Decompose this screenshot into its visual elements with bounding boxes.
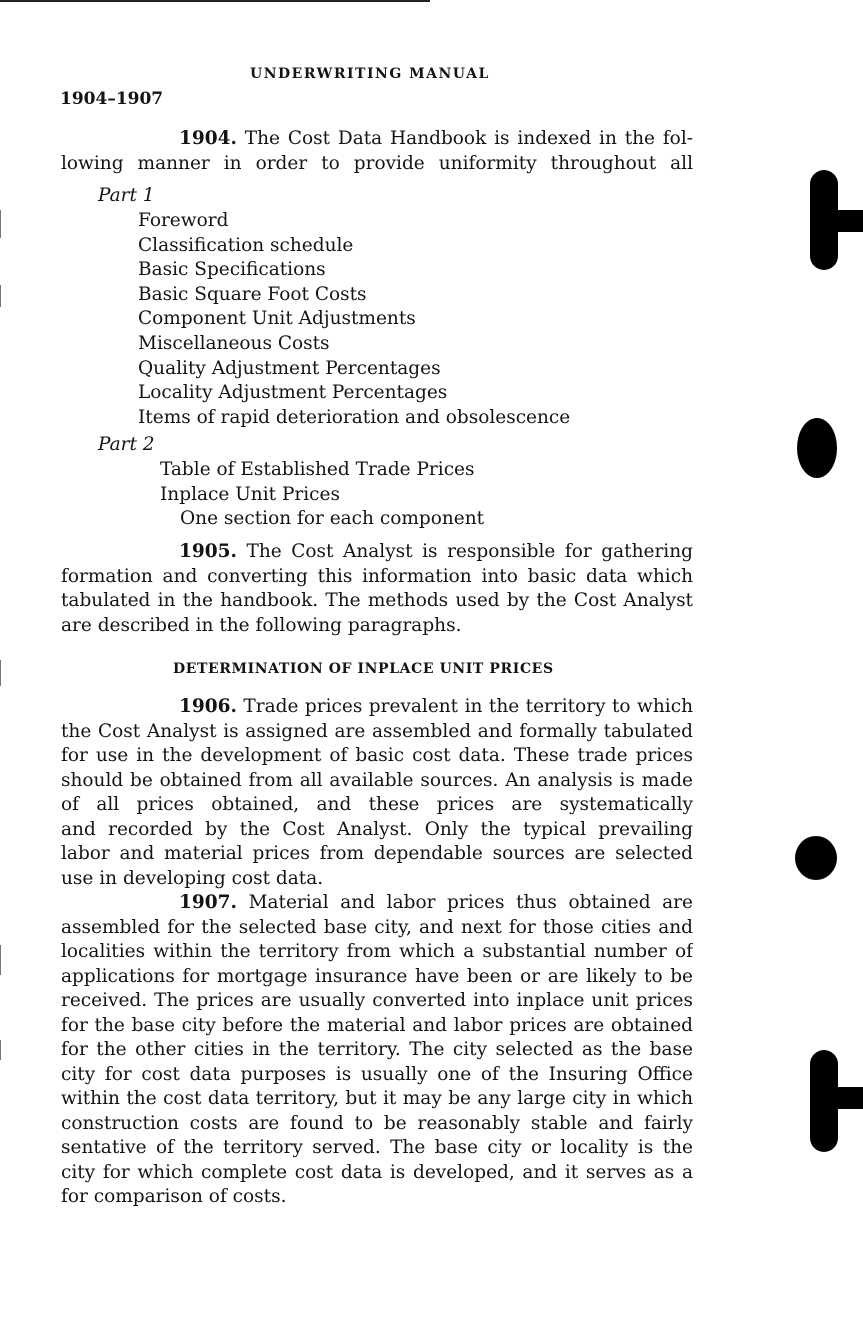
paragraph-line: labor and material prices from dependable sources are selected	[61, 843, 693, 864]
paragraph-line: for use in the development of basic cost data. These trade prices	[61, 745, 693, 766]
paragraph-number: 1905.	[179, 541, 237, 562]
paragraph-line: received. The prices are usually converted into inplace unit prices	[61, 990, 693, 1011]
edge-mark	[0, 210, 1, 238]
list-item: Component Unit Adjustments	[138, 308, 416, 330]
paragraph-line: of all prices obtained, and these prices are systematically	[61, 794, 693, 815]
list-item: Miscellaneous Costs	[138, 332, 330, 354]
list-item: Basic Specifications	[138, 259, 326, 281]
edge-mark	[0, 285, 1, 307]
list-item: Table of Established Trade Prices	[160, 459, 475, 480]
edge-mark	[0, 1040, 1, 1060]
list-item: Classification schedule	[138, 234, 354, 256]
punch-hole-round	[795, 836, 837, 880]
edge-mark	[0, 945, 1, 975]
paragraph-line: formation and converting this information into basic data which	[61, 565, 693, 587]
edge-mark	[0, 660, 1, 686]
list-item: Items of rapid deterioration and obsolescence	[138, 406, 571, 428]
list-subitem: One section for each component	[180, 508, 485, 530]
part-2-list	[160, 458, 484, 532]
section-range: 1904–1907	[60, 89, 164, 109]
paragraph-number: 1906.	[179, 696, 237, 717]
paragraph-1904	[61, 127, 693, 176]
paragraph-line: for the base city before the material and labor prices are obtained	[61, 1014, 693, 1036]
paragraph-number: 1907.	[179, 892, 237, 913]
paragraph-line: city for cost data purposes is usually one of the Insuring Office	[61, 1063, 693, 1085]
paragraph-line: should be obtained from all available sources. An analysis is made	[61, 769, 693, 791]
paragraph-line: for the other cities in the territory. The city selected as the base	[61, 1039, 693, 1060]
paragraph-line: are described in the following paragraphs.	[61, 614, 462, 636]
list-item: Basic Square Foot Costs	[138, 283, 367, 305]
list-item: Foreword	[138, 210, 229, 231]
paragraph-line: use in developing cost data.	[61, 867, 324, 889]
list-item: Inplace Unit Prices	[160, 483, 340, 505]
part-1-list	[138, 209, 570, 430]
top-rule	[0, 0, 430, 2]
paragraph-line: assembled for the selected base city, and next for those cities and	[61, 916, 693, 938]
part-2-label: Part 2	[98, 434, 155, 455]
paragraph-line: construction costs are found to be reasonably stable and fairly	[61, 1112, 693, 1134]
paragraph-line: for comparison of costs.	[61, 1186, 287, 1207]
part-1-label: Part 1	[98, 185, 155, 206]
paragraph-line: city for which complete cost data is developed, and it serves as a	[61, 1161, 693, 1183]
list-item: Locality Adjustment Percentages	[138, 382, 448, 404]
paragraph-line: and recorded by the Cost Analyst. Only the typical prevailing	[61, 818, 693, 840]
paragraph-line: The Cost Analyst is responsible for gathering	[246, 541, 693, 562]
paragraph-line: within the cost data territory, but it may be any large city in which	[61, 1088, 693, 1109]
paragraph-line: the Cost Analyst is assigned are assembled and formally tabulated	[61, 720, 693, 742]
paragraph-line: Material and labor prices thus obtained are	[248, 892, 693, 913]
paragraph-1907	[61, 891, 693, 1210]
paragraph-line: Trade prices prevalent in the territory to which	[243, 696, 693, 717]
paragraph-line: applications for mortgage insurance have been or are likely to be	[61, 965, 693, 987]
paragraph-line: tabulated in the handbook. The methods used by the Cost Analyst	[61, 590, 693, 611]
paragraph-line: localities within the territory from which a substantial number of	[61, 941, 693, 962]
paragraph-1906	[61, 695, 693, 891]
manual-title: UNDERWRITING MANUAL	[250, 66, 490, 82]
paragraph-line: lowing manner in order to provide uniformity throughout all	[61, 152, 693, 174]
list-item: Quality Adjustment Percentages	[138, 357, 441, 379]
paragraph-1905	[61, 540, 693, 638]
section-heading: DETERMINATION OF INPLACE UNIT PRICES	[173, 661, 554, 677]
paragraph-number: 1904.	[179, 128, 237, 149]
paragraph-line: sentative of the territory served. The base city or locality is the	[61, 1137, 693, 1158]
punch-hole-oval	[797, 418, 837, 478]
paragraph-line: The Cost Data Handbook is indexed in the fol-	[244, 128, 693, 149]
